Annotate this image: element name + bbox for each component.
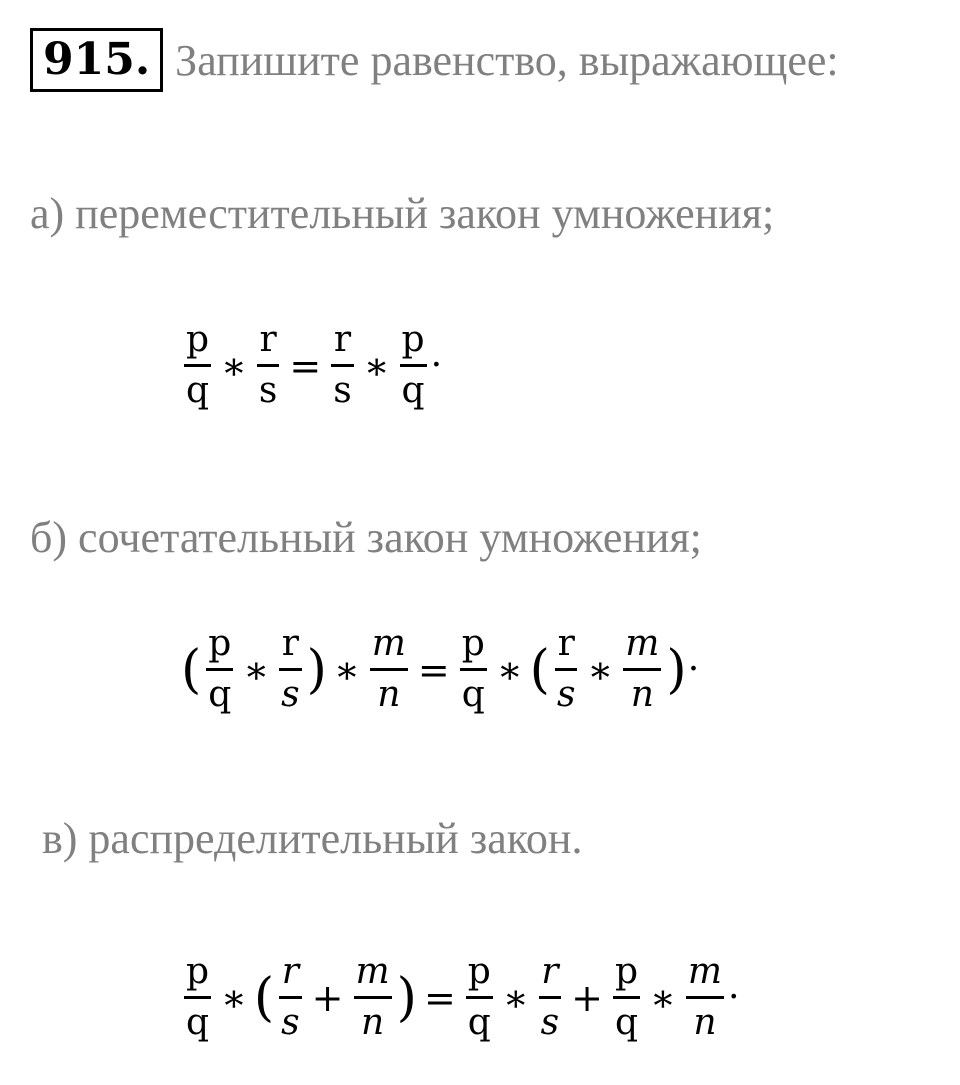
fraction-m-n	[686, 950, 724, 1045]
left-paren: (	[529, 639, 550, 700]
equals-sign: =	[417, 647, 450, 692]
fraction-bar	[370, 668, 408, 671]
denominator: q	[461, 674, 485, 715]
fraction-p-q	[466, 950, 493, 1045]
period: .	[687, 638, 700, 679]
denominator: q	[186, 1002, 210, 1043]
times-operator: ∗	[496, 647, 523, 692]
denominator: s	[540, 1002, 560, 1043]
item-b: б) сочетательный закон умножения;	[30, 513, 702, 562]
fraction-bar	[184, 364, 211, 367]
denominator: q	[467, 1002, 491, 1043]
times-operator: ∗	[502, 975, 529, 1020]
fraction-r-s	[331, 318, 353, 413]
fraction-r-s	[257, 318, 279, 413]
denominator: q	[614, 1002, 639, 1043]
numerator: p	[208, 623, 232, 664]
fraction-bar	[184, 996, 211, 999]
fraction-bar	[400, 364, 427, 367]
formula-b	[180, 622, 699, 717]
fraction-p-q	[206, 622, 233, 717]
times-operator: ∗	[221, 975, 247, 1020]
denominator: q	[401, 370, 425, 411]
right-paren: )	[666, 639, 687, 700]
times-operator: ∗	[650, 975, 676, 1020]
times-operator: ∗	[243, 647, 270, 692]
plus-operator: +	[571, 975, 603, 1020]
denominator: q	[208, 674, 232, 715]
task-number: 915.	[43, 34, 151, 85]
numerator: m	[371, 623, 406, 664]
numerator: r	[333, 319, 352, 360]
fraction-bar	[279, 668, 301, 671]
equals-sign: =	[423, 975, 456, 1020]
fraction-m-n	[623, 622, 661, 717]
denominator: s	[258, 370, 278, 411]
numerator: r	[557, 623, 575, 664]
item-a: а) переместительный закон умножения;	[30, 189, 775, 238]
left-paren: (	[253, 967, 275, 1028]
fraction-bar	[686, 996, 724, 999]
fraction-p-q	[400, 318, 427, 413]
fraction-bar	[354, 996, 392, 999]
numerator: r	[259, 319, 277, 360]
fraction-m-n	[354, 950, 392, 1045]
numerator: m	[687, 951, 722, 992]
fraction-m-n	[370, 622, 408, 717]
numerator: m	[355, 951, 390, 992]
numerator: r	[541, 951, 559, 992]
numerator: r	[281, 623, 300, 664]
task-header	[30, 28, 839, 92]
denominator: n	[377, 674, 401, 715]
formula-a	[180, 318, 442, 413]
numerator: p	[614, 951, 639, 992]
task-prompt: Запишите равенство, выражающее:	[175, 35, 839, 85]
fraction-bar	[555, 668, 577, 671]
numerator: p	[467, 951, 491, 992]
fraction-bar	[539, 996, 561, 999]
period: .	[728, 966, 740, 1007]
fraction-bar	[206, 668, 233, 671]
fraction-r-s	[555, 622, 577, 717]
numerator: p	[186, 319, 210, 360]
left-paren: (	[181, 639, 202, 700]
numerator: p	[186, 951, 210, 992]
denominator: n	[630, 674, 654, 715]
times-operator: ∗	[587, 647, 614, 692]
denominator: s	[281, 674, 300, 715]
item-c: в) распределительный закон.	[42, 814, 583, 863]
fraction-r-s	[279, 622, 301, 717]
denominator: n	[360, 1002, 385, 1043]
fraction-bar	[460, 668, 487, 671]
fraction-r-s	[539, 950, 561, 1045]
times-operator: ∗	[221, 343, 247, 388]
numerator: r	[281, 951, 300, 992]
denominator: s	[333, 370, 352, 411]
fraction-p-q	[460, 622, 487, 717]
fraction-r-s	[279, 950, 301, 1045]
equals-sign: =	[289, 343, 322, 388]
times-operator: ∗	[333, 647, 360, 692]
right-paren: )	[306, 639, 327, 700]
period: .	[430, 334, 443, 375]
times-operator: ∗	[363, 343, 390, 388]
fraction-p-q	[184, 950, 211, 1045]
fraction-bar	[466, 996, 493, 999]
task-number-box	[30, 28, 163, 92]
right-paren: )	[396, 967, 417, 1028]
formula-c	[180, 950, 739, 1045]
denominator: n	[693, 1002, 717, 1043]
denominator: q	[186, 370, 210, 411]
numerator: p	[401, 319, 425, 360]
fraction-bar	[613, 996, 640, 999]
denominator: s	[556, 674, 576, 715]
fraction-p-q	[184, 318, 211, 413]
fraction-bar	[257, 364, 279, 367]
fraction-bar	[331, 364, 353, 367]
numerator: p	[461, 623, 485, 664]
fraction-p-q	[613, 950, 640, 1045]
plus-operator: +	[311, 975, 344, 1020]
fraction-bar	[279, 996, 301, 999]
denominator: s	[281, 1002, 300, 1043]
fraction-bar	[623, 668, 661, 671]
numerator: m	[625, 623, 660, 664]
